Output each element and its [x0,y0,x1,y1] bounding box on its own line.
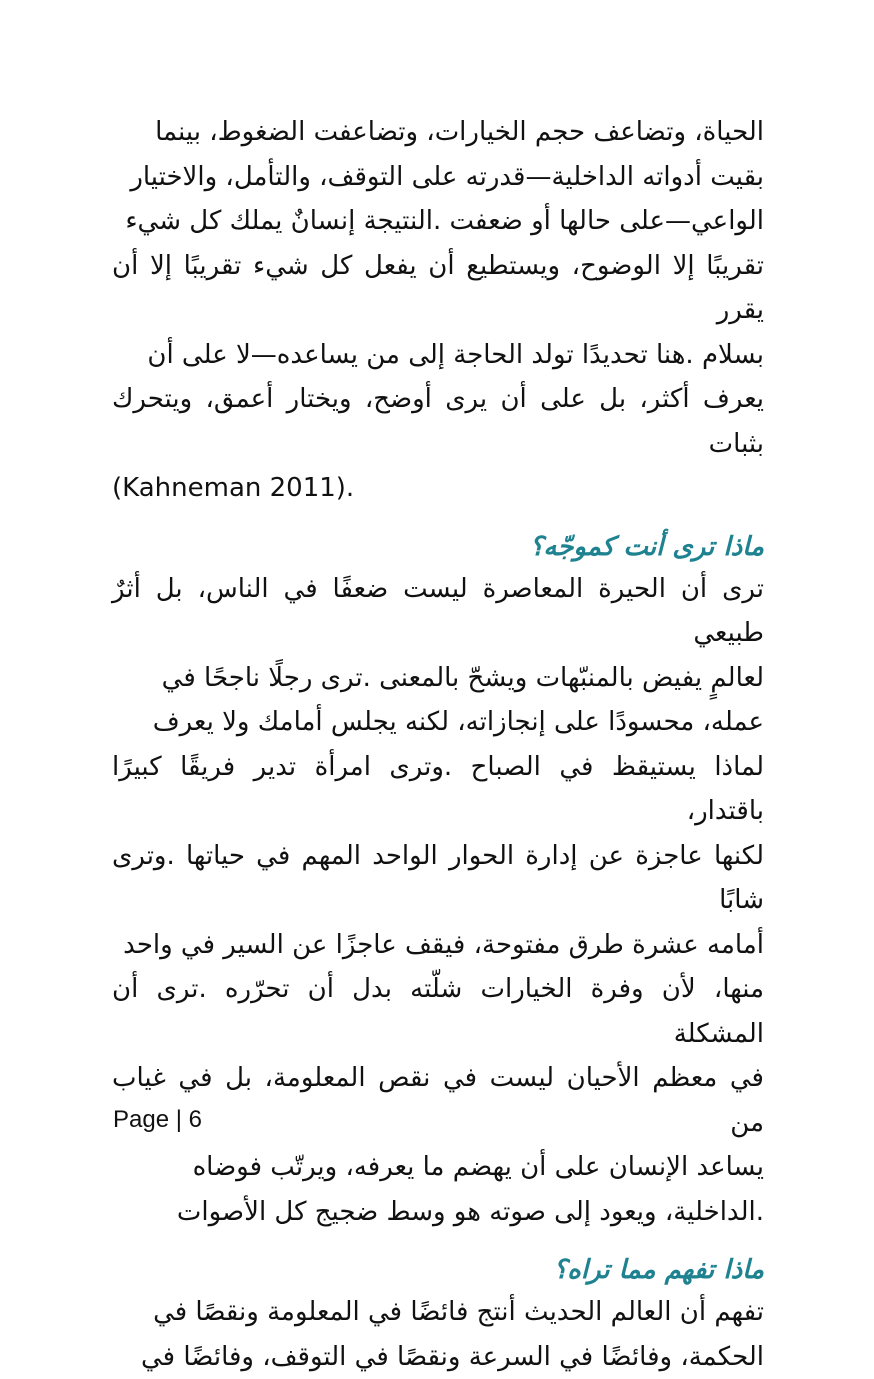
paragraph-what-do-you-see [112,567,764,1235]
page-number: Page | 6 [113,1106,202,1133]
text-line: منها، لأن وفرة الخيارات شلّته بدل أن تحرّره .ترى أن المشكلة [112,974,764,1049]
citation: (Kahneman 2011). [112,473,355,503]
text-line: تقريبًا إلا الوضوح، ويستطيع أن يفعل كل شيء تقريبًا إلا أن يقرر [112,250,764,325]
text-line: لماذا يستيقظ في الصباح .وترى امرأة تدير فريقًا كبيرًا باقتدار، [112,751,764,826]
text-line: أمامه عشرة طرق مفتوحة، فيقف عاجزًا عن السير في واحد [123,929,764,960]
text-line: يعرف أكثر، بل على أن يرى أوضح، ويختار أعمق، ويتحرك بثبات [112,384,764,459]
text-line: تفهم أن العالم الحديث أنتج فائضًا في المعلومة ونقصًا في [153,1297,764,1327]
text-line: الحكمة، وفائضًا في السرعة ونقصًا في التوقف، وفائضًا في [141,1341,764,1372]
text-line: ترى أن الحيرة المعاصرة ليست ضعفًا في الناس، بل أثرٌ طبيعي [112,573,764,648]
text-line: عمله، محسودًا على إنجازاته، لكنه يجلس أمامك ولا يعرف [152,707,764,737]
paragraph-what-do-you-understand [112,1290,764,1379]
text-line: يساعد الإنسان على أن يهضم ما يعرفه، ويرتّب فوضاه [192,1152,764,1182]
text-line: في معظم الأحيان ليست في نقص المعلومة، بل في غياب من [112,1063,764,1138]
section-heading-what-do-you-understand: ماذا تفهم مما تراه؟ [553,1255,764,1285]
text-line: بسلام .هنا تحديدًا تولد الحاجة إلى من يساعده—لا على أن [147,339,764,370]
page-body [112,110,764,1379]
text-line: لكنها عاجزة عن إدارة الحوار الواحد المهم في حياتها .وترى شابًا [112,840,764,915]
text-line: الحياة، وتضاعف حجم الخيارات، وتضاعفت الضغوط، بينما [155,117,764,147]
text-line: لعالمٍ يفيض بالمنبّهات ويشحّ بالمعنى .ترى رجلًا ناجحًا في [161,662,764,693]
text-line: بقيت أدواته الداخلية—قدرته على التوقف، والتأمل، والاختيار [130,161,764,192]
text-line: .الداخلية، ويعود إلى صوته هو وسط ضجيج كل الأصوات [176,1196,764,1227]
paragraph-intro [112,110,764,466]
text-line: الواعي—على حالها أو ضعفت .النتيجة إنسانٌ يملك كل شيء [125,206,764,236]
section-heading-what-do-you-see: ماذا ترى أنت كموجّه؟ [529,531,764,562]
